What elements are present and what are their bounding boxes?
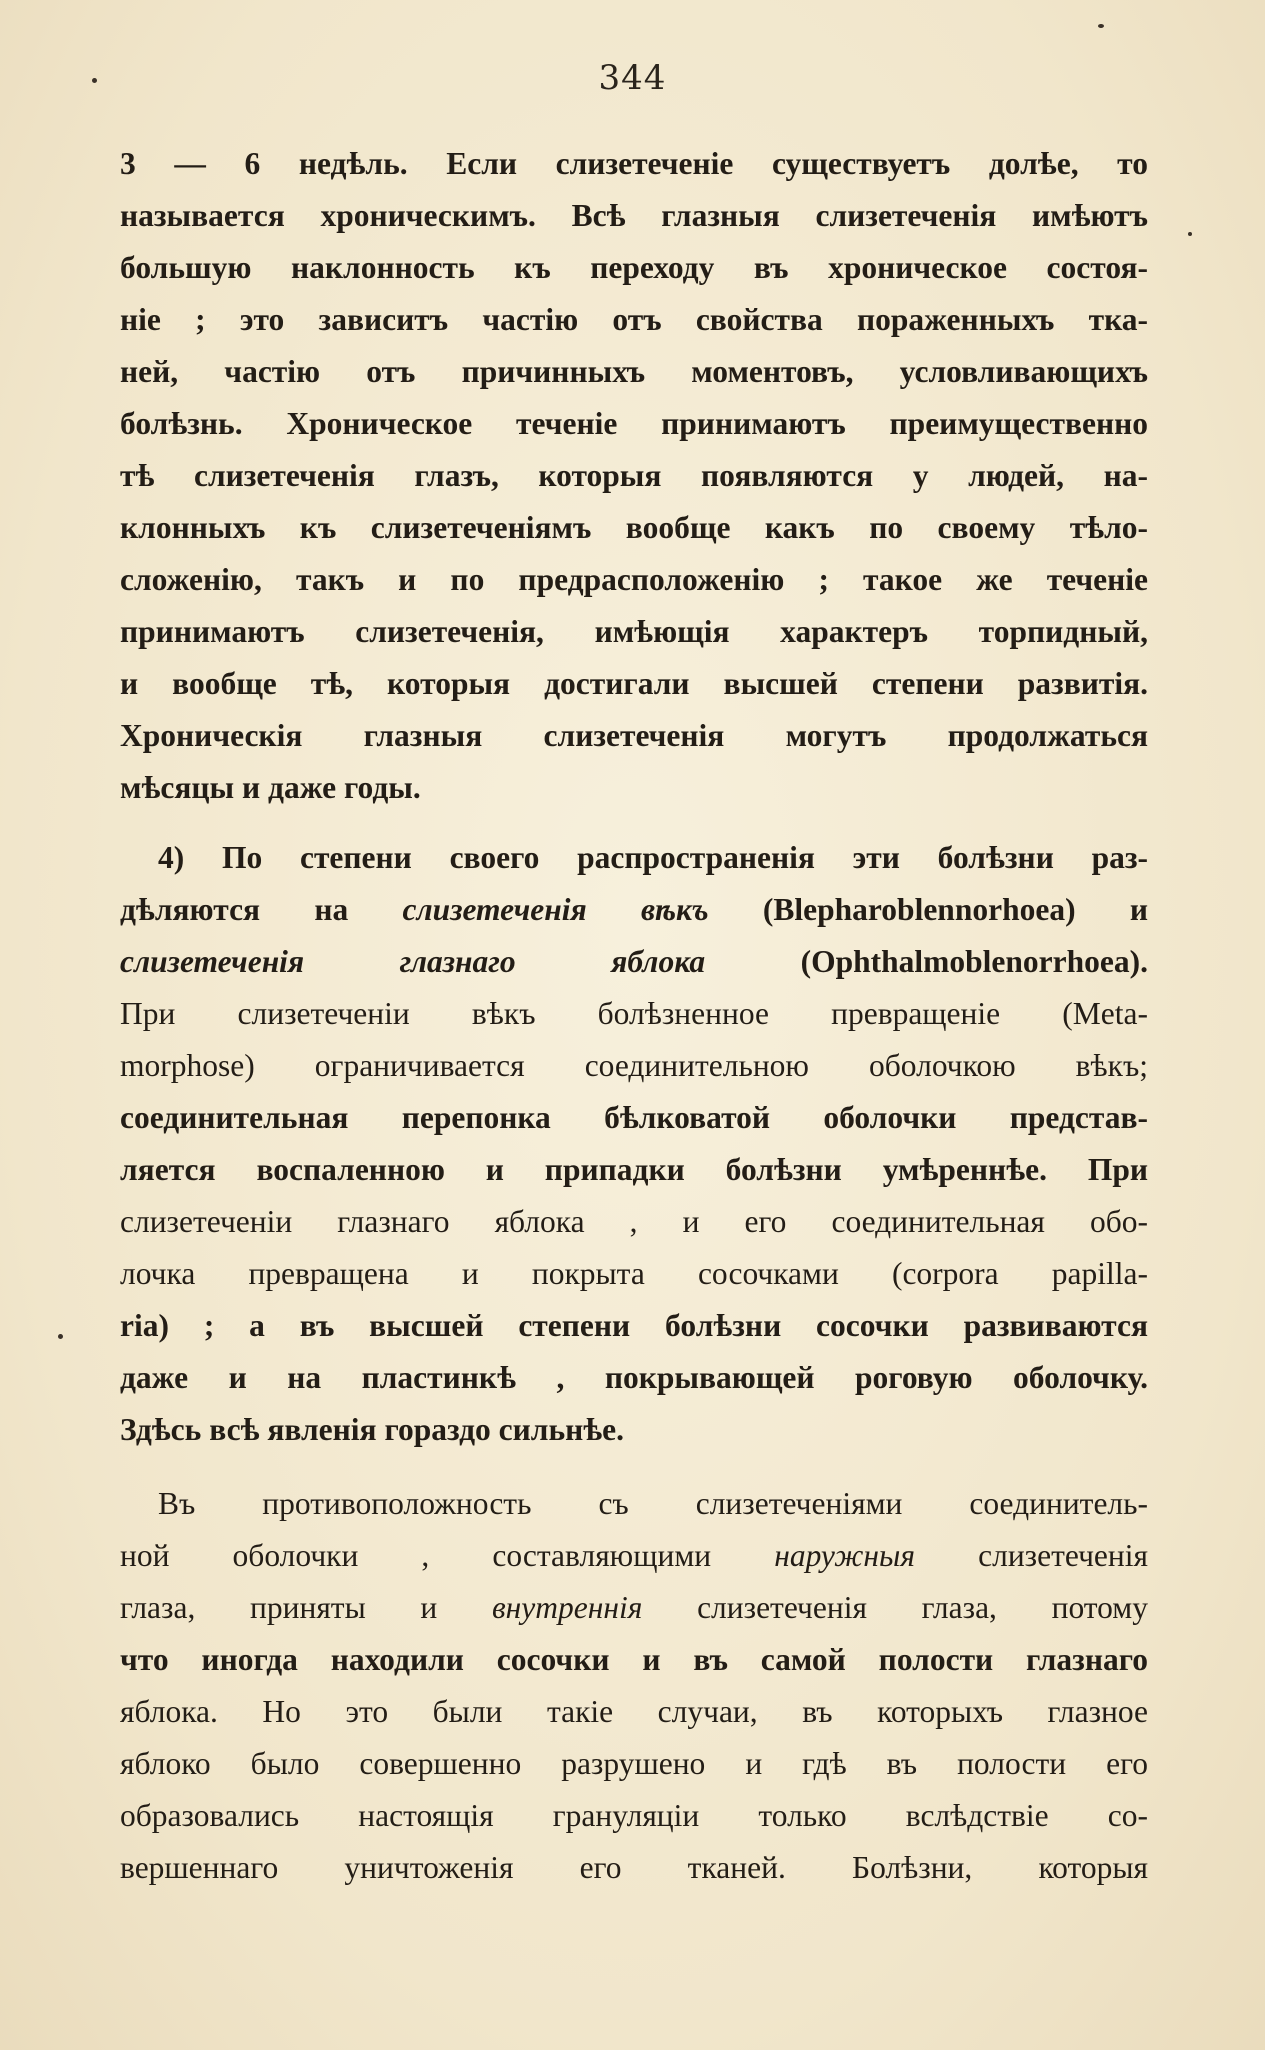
- text-line: [120, 884, 1148, 936]
- text-run: (Ophthalmoblenorrhoea).: [705, 944, 1148, 979]
- text-line: При слизетеченіи вѣкъ болѣзненное превращеніе (Meta-: [120, 996, 1148, 1031]
- text-line: принимаютъ слизетеченія, имѣющія характеръ торпидный,: [120, 614, 1148, 649]
- text-line: лочка превращена и покрыта сосочками (corpora papilla-: [120, 1256, 1148, 1291]
- italic-term: внутреннія: [491, 1590, 643, 1625]
- text-line: образовались настоящія грануляціи только вслѣдствіе со-: [120, 1798, 1148, 1833]
- text-line: яблока. Но это были такіе случаи, въ которыхъ глазное: [120, 1694, 1148, 1729]
- print-speck: [1188, 232, 1192, 236]
- text-line: ней, частію отъ причинныхъ моментовъ, условливающихъ: [120, 354, 1148, 389]
- text-line: [120, 936, 1148, 988]
- italic-term: наружныя: [774, 1538, 916, 1573]
- italic-term: слизетеченія вѣкъ: [402, 892, 709, 927]
- text-run: слизетеченія глаза, потому: [642, 1590, 1148, 1625]
- text-run: глаза, приняты и: [120, 1590, 492, 1625]
- print-speck: [92, 78, 97, 83]
- text-line: 4) По степени своего распространенія эти болѣзни раз-: [158, 840, 1148, 875]
- text-line: вершеннаго уничтоженія его тканей. Болѣзни, которыя: [120, 1850, 1148, 1885]
- text-line: даже и на пластинкѣ , покрывающей роговую оболочку.: [120, 1360, 1148, 1395]
- text-line: соединительная перепонка бѣлковатой оболочки представ-: [120, 1100, 1148, 1135]
- print-speck: [1098, 24, 1104, 28]
- text-line: сложенію, такъ и по предрасположенію ; такое же теченіе: [120, 562, 1148, 597]
- text-line: Въ противоположность съ слизетеченіями соединитель-: [158, 1486, 1148, 1521]
- text-line: ляется воспаленною и припадки болѣзни умѣреннѣе. При: [120, 1152, 1148, 1187]
- text-line: [120, 1530, 1148, 1582]
- text-run: слизетеченія: [915, 1538, 1148, 1573]
- print-speck: [58, 1334, 63, 1339]
- text-line: болѣзнь. Хроническое теченіе принимаютъ преимущественно: [120, 406, 1148, 441]
- text-run: дѣляются на: [120, 892, 403, 927]
- paragraph-chronic-course: [120, 138, 1148, 814]
- text-line: мѣсяцы и даже годы.: [120, 770, 421, 805]
- text-line: яблоко было совершенно разрушено и гдѣ въ полости его: [120, 1746, 1148, 1781]
- text-line: ніе ; это зависитъ частію отъ свойства пораженныхъ тка-: [120, 302, 1148, 337]
- text-line: что иногда находили сосочки и въ самой полости глазнаго: [120, 1642, 1148, 1677]
- text-line: слизетеченіи глазнаго яблока , и его соединительная обо-: [120, 1204, 1148, 1239]
- text-line: и вообще тѣ, которыя достигали высшей степени развитія.: [120, 666, 1148, 701]
- text-line: Здѣсь всѣ явленія гораздо сильнѣе.: [120, 1412, 625, 1447]
- text-line: тѣ слизетеченія глазъ, которыя появляются у людей, на-: [120, 458, 1148, 493]
- italic-term: слизетеченія глазнаго яблока: [120, 944, 706, 979]
- text-line: ria) ; а въ высшей степени болѣзни сосочки развиваются: [120, 1308, 1148, 1343]
- text-run: ной оболочки , составляющими: [120, 1538, 775, 1573]
- text-line: клонныхъ къ слизетеченіямъ вообще какъ по своему тѣло-: [120, 510, 1148, 545]
- text-line: 3 — 6 недѣль. Если слизетеченіе существуетъ долѣе, то: [120, 146, 1148, 181]
- page-number: 344: [598, 58, 667, 98]
- text-line: morphose) ограничивается соединительною оболочкою вѣкъ;: [120, 1048, 1148, 1083]
- text-run: (Blepharoblennorhoea) и: [708, 892, 1148, 927]
- paragraph-internal-discharges: [120, 1478, 1148, 1894]
- text-line: большую наклонность къ переходу въ хроническое состоя-: [120, 250, 1148, 285]
- text-line: Хроническія глазныя слизетеченія могутъ продолжаться: [120, 718, 1148, 753]
- text-line: [120, 1582, 1148, 1634]
- text-line: называется хроническимъ. Всѣ глазныя слизетеченія имѣютъ: [120, 198, 1148, 233]
- paragraph-extent-classification: [120, 832, 1148, 1456]
